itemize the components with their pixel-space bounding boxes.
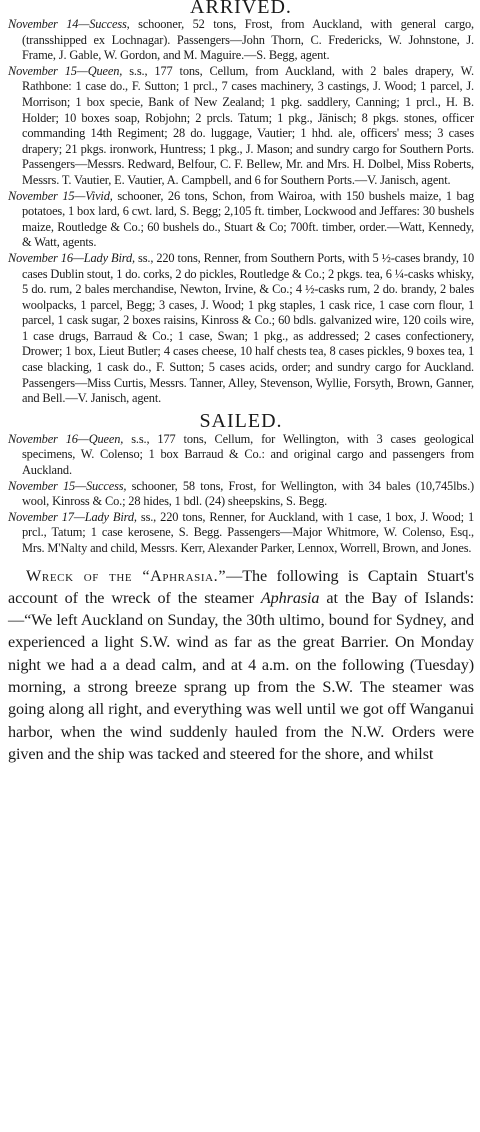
entry-vessel: Lady Bird, [84, 509, 137, 524]
entry-text: ss., 220 tons, Renner, for Auckland, with 1 case, 1 box, J. Wood; 1 prcl., Tatum; 1 case kerosene, S. Begg. Passengers—Major Whitmore, W. Colenso, Esq., Mrs. M'Nalty and child, Messrs. Kerr, Alexander Parker, Lennox, Worrell, Brown, and Jones. [22, 509, 474, 555]
article-headline: Wreck of the “Aphrasia.” [26, 566, 227, 585]
shipping-entry [8, 64, 474, 189]
shipping-entry [8, 17, 474, 64]
article-dash: — [226, 566, 243, 585]
wreck-article [8, 565, 474, 766]
shipping-entry [8, 432, 474, 479]
entry-text: s.s., 177 tons, Cellum, for Wellington, with 3 cases geological specimens, W. Colenso; 1 box Barraud & Co.: and original cargo and passengers from Auckland. [22, 431, 474, 478]
sailed-list [8, 432, 474, 557]
entry-date: November 15— [8, 63, 88, 78]
arrived-heading: ARRIVED. [190, 0, 292, 18]
entry-vessel: Queen, [87, 63, 123, 78]
entry-text: s.s., 177 tons, Cellum, from Auckland, with 2 bales drapery, W. Rathbone: 1 case do., F. Sutton; 1 prcl., 7 cases machinery, 3 castings, J. Wood; 1 parcel, J. Morrison; 1 box specie, Bank of New Zealand; 1 pkg. saddlery, Canning; 1 prcl., H. B. Holder; 10 boxes soap, Robjohn; 2 prcls. Tatum; 1 pkg., Jänisch; 8 pkgs. stones, officer commanding 14th Regiment; 28 do. luggage, Vautier; 1 hhd. ale, officers' mess; 3 cases drapery; 21 pkgs. ironwork, Huntress; 1 pkg., J. Mason; and sundry cargo for Southern Ports. Passengers—Messrs. Redward, Belfour, C. F. Bellew, Mr. and Mrs. H. Dolbel, Miss Roberts, Messrs. T. Vautier, E. Vautier, A. Campbell, and 6 for Southern Ports.—V. Janisch, agent. [22, 63, 474, 187]
sailed-heading: SAILED. [199, 409, 283, 432]
entry-date: November 17— [8, 509, 85, 524]
entry-date: November 14— [8, 17, 90, 31]
shipping-entry [8, 189, 474, 251]
shipping-entry [8, 510, 474, 557]
entry-vessel: Vivid, [85, 188, 113, 203]
entry-vessel: Queen, [88, 431, 124, 446]
entry-vessel: Success, [89, 17, 130, 31]
entry-date: November 16— [8, 250, 84, 265]
entry-text: schooner, 26 tons, Schon, from Wairoa, with 150 bushels maize, 1 bag potatoes, 1 box lard, 6 cwt. lard, S. Begg; 2,105 ft. timber, Lockwood and Jeffares: 30 bushels maize, Routledge & Co.; 60 bushels do., Stuart & Co; 700ft. timber, order.—Watt, Kennedy, & Watt, agents. [22, 188, 474, 250]
shipping-entry [8, 251, 474, 407]
entry-text: ss., 220 tons, Renner, from Southern Ports, with 5 ½-cases brandy, 10 cases Dublin stout, 1 do. corks, 2 do pickles, Routledge & Co.; 2 pkgs. tea, 6 ¼-casks whisky, 5 do. rum, 2 bales merchandise, Newton, Irvine, & Co.; 4 ½-casks rum, 2 do. brandy, 2 bales woolpacks, 1 parcel, Begg; 3 cases, J. Wood; 1 pkg staples, 1 cask rice, 1 case corn flour, 1 parcel, 1 cask sugar, 2 boxes raisins, Kinross & Co.; 60 bdls. galvanized wire, 120 coils wire, 1 case drugs, Barraud & Co.; 1 case, Swan; 1 pkg., as addressed; 2 cases confectionery, Drower; 1 box, Lieut Butler; 4 cases cheese, 10 half chests tea, 8 cases pickles, 9 boxes tea, 1 case blacking, 1 cask do., F. Sutton; 5 cases acids, order; and sundry cargo for Auckland. Passengers—Miss Curtis, Messrs. Tanner, Alley, Stevenson, Wyllie, Forsyth, Brown, Ganner, and Bell.—V. Janisch, agent. [22, 250, 475, 406]
article-ship-name: Aphrasia [260, 588, 320, 607]
entry-text: schooner, 52 tons, Frost, from Auckland, with general cargo, (transshipped ex Lochnagar). Passengers—John Thorn, C. Fredericks, W. Johnstone, J. Frame, J. Gable, W. Gordon, and M. Maguire.—S. Begg, agent. [22, 17, 474, 63]
entry-vessel: Lady Bird, [83, 250, 135, 265]
entry-text: schooner, 58 tons, Frost, for Wellington, with 34 bales (10,745lbs.) wool, Kinross & Co.; 28 hides, 1 bdl. (24) sheepskins, S. Begg. [22, 478, 474, 509]
shipping-entry [8, 479, 474, 510]
entry-date: November 15— [8, 478, 86, 493]
article-body: at the Bay of Islands:—“We left Auckland on Sunday, the 30th ultimo, bound for Sydney, and experienced a light S.W. wind as far as the great Barrier. On Monday night we had a a dead calm, and at 4 a.m. on the following (Tuesday) morning, a strong breeze sprang up from the S.W. The steamer was going along all right, and everything was well until we got off Wanganui harbor, when the wind suddenly hauled from the N.W. Orders were given and the ship was tacked and steered for the shore, and whilst [8, 588, 474, 763]
entry-vessel: Success, [85, 478, 127, 493]
arrived-list [8, 17, 474, 407]
entry-date: November 16— [8, 431, 89, 446]
article-intro: The following is Captain Stuart's account of the wreck of the steamer [8, 566, 475, 607]
entry-date: November 15— [8, 188, 86, 203]
